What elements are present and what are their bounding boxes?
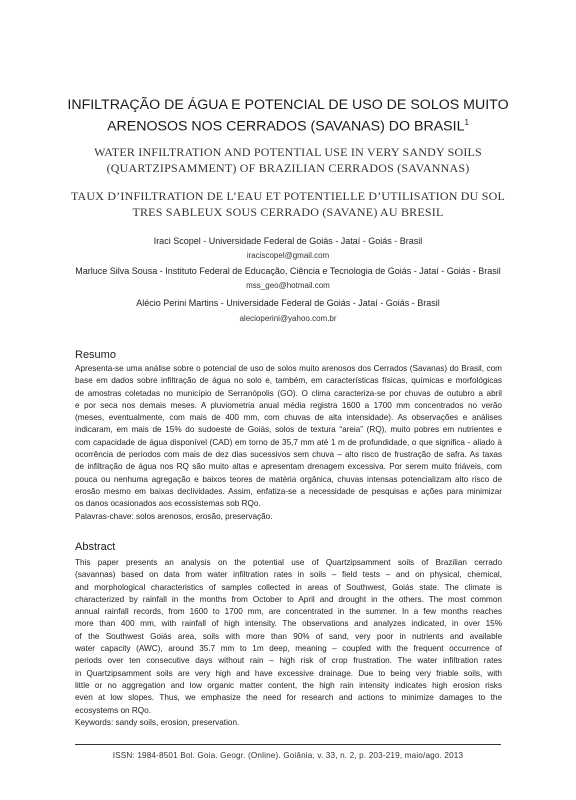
footer-divider [75, 744, 501, 745]
footnote-marker[interactable]: 1 [464, 118, 469, 127]
title-french [50, 188, 526, 220]
title-french-line-2: TRES SABLEUX SOUS CERRADO (SAVANE) AU BRESIL [132, 205, 444, 219]
abstract-line: (savannas) based on data from water infiltration rates in soils – field tests – and on physical, chemical, [75, 570, 502, 580]
abstract-body [75, 557, 502, 729]
title-french-line-1: TAUX D’INFILTRATION DE L’EAU ET POTENTIELLE D’UTILISATION DU SOL [70, 189, 505, 203]
resumo-line: indicaram, em mais de 15% do sudoeste de Goiás, solos de textura “areia” (RQ), muito pobres em nutrientes e [75, 425, 502, 435]
resumo-body [75, 363, 502, 523]
abstract-line: and morphological characteristics of samples collected in areas of Southwest, Goiás state. The climate is [75, 582, 502, 592]
abstract-line: of the Southwest Goiás area, soils with more than 90% of sand, very poor in nutrients and available [75, 631, 502, 641]
abstract-line: even at low slopes. Thus, we emphasize the need for research and actions to minimize damages to the [75, 693, 502, 703]
title-portuguese-line-2 [60, 114, 516, 136]
author-1-email[interactable]: iraciscopel@gmail.com [246, 251, 330, 260]
resumo-line: Apresenta-se uma análise sobre o potencial de uso de solos muito arenosos dos Cerrados (Savanas) do Brasil, com [75, 364, 502, 373]
resumo-line: de amostras coletadas no município de Serranópolis (GO). O clima caracteriza-se por chuvas de outubro a abril [75, 388, 502, 398]
resumo-line: ocorrência de períodos com mais de dez dias sucessivos sem chuva – alto risco de frustração de safra. As taxas [75, 450, 502, 460]
abstract-heading: Abstract [75, 541, 116, 553]
author-2-email[interactable]: mss_geo@hotmail.com [246, 281, 330, 290]
abstract-line: water capacity (AWC), around 35.7 mm to 1m deep, meaning – coupled with the frequent occurrence of [75, 644, 502, 654]
title-english-line-2: (QUARTZIPSAMMENT) OF BRAZILIAN CERRADOS (SAVANNAS) [106, 161, 470, 175]
resumo-line: os danos ocasionados aos ecossistemas sob RQo. [75, 499, 261, 509]
journal-citation-footer: ISSN: 1984-8501 Bol. Goia. Geogr. (Online). Goiânia, v. 33, n. 2, p. 203-219, maio/ago. 2013 [112, 751, 464, 760]
title-english-line-1: WATER INFILTRATION AND POTENTIAL USE IN VERY SANDY SOILS [94, 145, 482, 159]
resumo-line: (meses, eventualmente, com mais de 400 mm, com chuvas de alta intensidade). As observações e análises [75, 413, 502, 423]
abstract-line: characterized by rainfall in the months from October to April and drought in the others. The most common [75, 594, 502, 604]
abstract-line: in Quartzipsamment soils are very high and have excessive drainage. Due to being very friable soils, with [75, 668, 502, 678]
abstract-line: This paper presents an analysis on the potential use of Quartzipsamment soils of Brazilian cerrado [75, 558, 502, 567]
resumo-line: com capacidade de água disponível (CAD) em torno de 35,7 mm até 1 m de profundidade, o que significa - aliado à [75, 437, 502, 447]
resumo-heading: Resumo [75, 349, 116, 361]
resumo-line: de infiltração de água nos RQ são muito altas e apresentam drenagem excessiva. Por serem muito friáveis, com [75, 462, 502, 472]
title-portuguese-line-2-text: ARENOSOS NOS CERRADOS (SAVANAS) DO BRASIL [107, 118, 465, 135]
abstract-line: little or no aggregation and low organic matter content, the high rain intensity indicates high erosion risks [75, 680, 502, 690]
abstract-line: periods over ten consecutive days without rain – high risk of crop frustration. The water infiltration rates [75, 656, 502, 666]
resumo-line: e por seca nos demais meses. A pluviometria anual média registra 1600 a 1700 mm concentrados no verão [75, 400, 502, 410]
title-portuguese [60, 97, 516, 136]
title-english [50, 144, 526, 176]
resumo-keywords: Palavras-chave: solos arenosos, erosão, preservação. [75, 511, 273, 521]
resumo-line: pouca ou nenhuma agregação e baixos teores de matéria orgânica, chuvas intensas potencializam alto risco de [75, 474, 502, 484]
abstract-line: ecosystems on RQo. [75, 705, 151, 715]
author-3-affiliation: Alécio Perini Martins - Universidade Federal de Goiás - Jataí - Goiás - Brasil [136, 298, 440, 308]
resumo-line: erosão mesmo em baixas declividades. Assim, enfatiza-se a necessidade de pesquisas e ações para minimizar [75, 486, 502, 496]
title-portuguese-line-1: INFILTRAÇÃO DE ÁGUA E POTENCIAL DE USO DE SOLOS MUITO [67, 97, 509, 113]
author-1-affiliation: Iraci Scopel - Universidade Federal de Goiás - Jataí - Goiás - Brasil [153, 236, 423, 246]
abstract-line: annual rainfall records, from 1600 to 1700 mm, are concentrated in the summer. In a few months reaches [75, 607, 502, 617]
abstract-keywords: Keywords: sandy soils, erosion, preservation. [75, 717, 240, 727]
resumo-line: base em dados sobre infiltração de água no solo e, também, em características físicas, químicas e morfológicas [75, 376, 502, 386]
author-3-email[interactable]: alecioperini@yahoo.com.br [239, 314, 337, 323]
abstract-line: more than 400 mm, with rainfall of high intensity. The observations and analyzes indicated, in over 15% [75, 619, 502, 629]
author-2-affiliation: Marluce Silva Sousa - Instituto Federal de Educação, Ciência e Tecnologia de Goiás - Jataí - Goiás - Brasil [75, 266, 501, 276]
